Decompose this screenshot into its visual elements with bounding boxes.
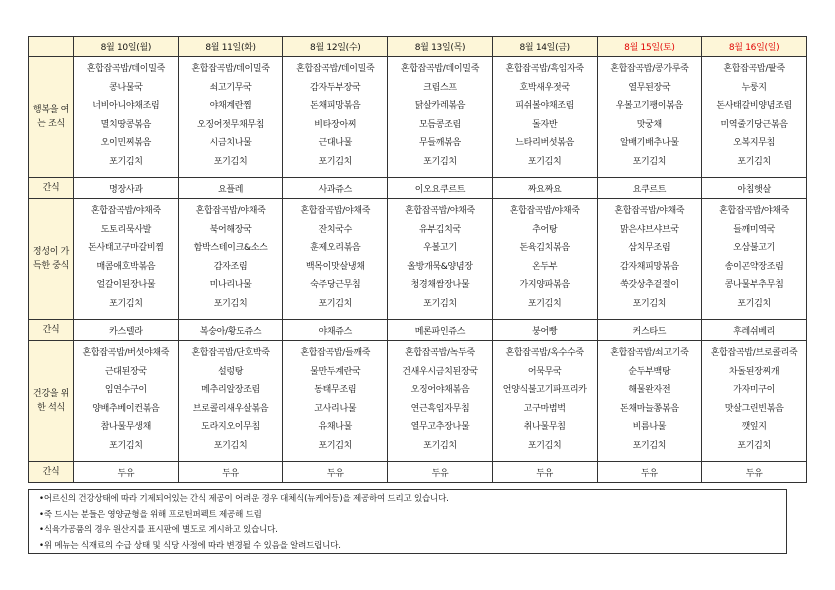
menu-item: 포기김치 [632,298,667,309]
menu-item: 올방개묵&양념장 [407,261,473,272]
menu-item: 혼합잡곡밥/데이밀죽 [86,64,165,74]
menu-item: 포기김치 [213,298,248,309]
menu-item: 포기김치 [318,440,353,451]
breakfast-label: 행복을 여는 조식 [29,57,74,178]
day-header-weekend: 8월 15일(토) [597,37,702,57]
menu-item: 혼합잡곡밥/녹두죽 [405,348,475,358]
menu-item: 오징어젓무채무침 [196,119,265,130]
dinner-label: 건강을 위한 석식 [29,341,74,462]
snack-cell: 두유 [702,462,807,483]
snack-cell: 두유 [597,462,702,483]
menu-item: 알배기배추나물 [619,138,679,148]
menu-item: 혼합잡곡밥/야채죽 [90,206,161,216]
day-header: 8월 13일(목) [388,37,493,57]
menu-item: 브로콜리새우살볶음 [192,403,269,414]
menu-item: 비타장아찌 [314,119,357,130]
menu-item: 취나물무침 [523,422,566,432]
snack-cell: 후레쉬베리 [702,320,807,341]
menu-item: 고구마범벅 [523,403,566,414]
menu-item: 포기김치 [737,298,771,309]
menu-item: 혼합잡곡밥/데이밀죽 [296,64,375,74]
menu-item: 메추리알장조림 [201,385,260,395]
menu-item: 설렁탕 [217,366,244,377]
menu-item: 쑥갓상추겉절이 [619,280,679,290]
menu-item: 물만두계란국 [310,366,361,377]
menu-item: 미역줄기당근볶음 [720,119,788,130]
snack-cell: 짜요짜요 [492,178,597,199]
menu-item: 돌자반 [532,119,558,130]
dinner-day-cell [597,341,702,462]
menu-item: 도라지오이무침 [201,422,260,432]
menu-item: 얼갈이된장나물 [96,280,156,290]
menu-item: 추어탕 [532,224,558,235]
dinner-day-cell [178,341,283,462]
menu-item: 도토리묵사발 [100,224,152,235]
day-header: 8월 12일(수) [283,37,388,57]
menu-item: 북어해장국 [209,224,252,235]
menu-item: 포기김치 [109,156,143,167]
snack-cell: 요쿠르트 [597,178,702,199]
menu-item: 누룽지 [741,82,767,93]
snack-label: 간식 [29,178,74,199]
menu-item: 열무된장국 [628,82,671,93]
menu-item: 돈채마늘쫑볶음 [619,403,679,414]
menu-item: 혼합잡곡밥/콩가루죽 [610,64,689,74]
snack-cell: 두유 [283,462,388,483]
menu-item: 돈육김치볶음 [519,243,570,253]
menu-item: 포기김치 [318,298,353,309]
menu-item: 혼합잡곡밥/옥수수죽 [505,348,584,358]
day-header: 8월 14일(금) [492,37,597,57]
dinner-row [29,341,807,462]
menu-item: 가자미구이 [733,385,776,395]
menu-item: 돈사태고구마갈비찜 [88,243,164,253]
menu-item: 피쉬볼야채조림 [515,101,575,111]
menu-item: 오이민찌볶음 [100,138,152,148]
menu-item: 오삼불고기 [733,243,776,253]
menu-item: 함박스테이크&소스 [193,243,268,253]
breakfast-day-cell [492,57,597,178]
lunch-day-cell [178,199,283,320]
breakfast-day-cell [178,57,283,178]
menu-item: 포기김치 [527,440,562,451]
snack-cell: 두유 [74,462,179,483]
menu-item: 닭살카레볶음 [414,101,466,111]
snack-cell: 요플레 [178,178,283,199]
note-line: •죽 드시는 분들은 영양균형을 위해 프로틴퍼펙트 제공해 드림 [39,509,262,520]
menu-item: 느타리버섯볶음 [515,138,575,148]
note-line: •위 메뉴는 식재료의 수급 상태 및 식당 사정에 따라 변경될 수 있음을 알려드립니다. [39,540,341,551]
menu-item: 감자채피망볶음 [619,261,679,272]
snack-cell: 붕어빵 [492,320,597,341]
menu-item: 돈채피망볶음 [310,101,361,111]
lunch-day-cell [74,199,179,320]
snack-cell: 두유 [388,462,493,483]
dinner-day-cell [702,341,807,462]
menu-item: 혼합잡곡밥/데이밀죽 [191,64,270,74]
menu-item: 혼합잡곡밥/흑임자죽 [505,64,584,74]
snack-cell: 사과쥬스 [283,178,388,199]
menu-item: 포기김치 [737,156,771,167]
notes-box [28,489,787,554]
menu-item: 가지양파볶음 [519,280,570,290]
menu-item: 시금치나물 [209,138,252,148]
menu-item: 건새우시금치된장국 [402,366,478,377]
menu-item: 무들깨볶음 [418,138,461,148]
menu-item: 혼합잡곡밥/야채죽 [719,206,790,216]
dinner-day-cell [283,341,388,462]
menu-item: 호박새우젓국 [519,82,570,93]
dinner-day-cell [388,341,493,462]
menu-item: 혼합잡곡밥/브로콜리죽 [710,348,798,358]
menu-item: 임연수구이 [104,385,147,395]
menu-item: 쇠고기무국 [209,82,252,93]
note-line: •어르신의 건강상태에 따라 기제되어있는 간식 제공이 어려운 경우 대체식(뉴케어등)을 제공하여 드리고 있습니다. [39,494,449,504]
menu-item: 백목이맛살냉채 [305,261,365,272]
day-header: 8월 11일(화) [178,37,283,57]
breakfast-day-cell [597,57,702,178]
menu-item: 언양식불고기파프리카 [502,385,587,395]
snack-label: 간식 [29,462,74,483]
menu-item: 유부김치국 [418,224,461,235]
menu-item: 우볼고기 [423,243,457,253]
snack-cell: 야채쥬스 [283,320,388,341]
snack-cell: 이오요쿠르트 [388,178,493,199]
menu-item: 멸치땅콩볶음 [100,119,152,130]
snack-cell: 명장사과 [74,178,179,199]
lunch-day-cell [597,199,702,320]
menu-item: 순두부백탕 [628,366,671,377]
snack-row-2 [29,320,807,341]
menu-item: 훈제오리볶음 [310,243,361,253]
menu-item: 차돌된장찌개 [728,366,780,377]
snack-row-1 [29,178,807,199]
lunch-day-cell [283,199,388,320]
menu-item: 맑은샤브샤브국 [619,224,679,235]
menu-item: 참나물무생채 [100,422,152,432]
menu-item: 감자두부장국 [310,82,361,93]
menu-item: 청경채쌈장나물 [410,280,470,290]
menu-item: 너비아니야채조림 [92,101,160,111]
menu-item: 매콤애호박볶음 [96,261,156,272]
snack-cell: 두유 [492,462,597,483]
menu-item: 포기김치 [423,298,457,309]
menu-item: 포기김치 [632,440,667,451]
menu-item: 송이곤약장조림 [724,261,784,272]
dinner-day-cell [74,341,179,462]
menu-item: 혼합잡곡밥/야채죽 [509,206,580,216]
menu-item: 포기김치 [213,440,248,451]
breakfast-day-cell [388,57,493,178]
menu-item: 우볼고기팽이볶음 [615,101,683,111]
menu-item: 포기김치 [632,156,667,167]
menu-item: 숙주당근무침 [310,280,361,290]
menu-item: 비름나물 [632,422,667,432]
menu-item: 돈사태갈비양념조림 [716,101,792,111]
menu-item: 포기김치 [109,298,143,309]
lunch-day-cell [702,199,807,320]
snack-cell: 커스타드 [597,320,702,341]
breakfast-day-cell [702,57,807,178]
menu-item: 동태무조림 [314,385,357,395]
menu-item: 포기김치 [109,440,143,451]
lunch-row [29,199,807,320]
menu-item: 오복지무침 [733,138,776,148]
note-line: •식육가공품의 경우 원산지를 표시판에 별도로 게시하고 있습니다. [39,525,278,535]
menu-item: 혼합잡곡밥/단호박죽 [191,348,270,358]
menu-item: 야채계란찜 [209,101,252,111]
menu-item: 맛살그린빈볶음 [724,403,784,414]
snack-label: 간식 [29,320,74,341]
menu-item: 어묵무국 [527,366,562,377]
snack-cell: 카스텔라 [74,320,179,341]
menu-item: 혼합잡곡밥/야채죽 [195,206,266,216]
menu-item: 잔치국수 [318,224,353,235]
menu-item: 포기김치 [737,440,771,451]
menu-item: 삼치무조림 [628,243,671,253]
menu-item: 근대나물 [318,138,353,148]
menu-item: 혼합잡곡밥/버섯야채죽 [82,348,170,358]
menu-item: 혼합잡곡밥/데이밀죽 [400,64,480,74]
dinner-day-cell [492,341,597,462]
menu-item: 포기김치 [423,156,457,167]
menu-item: 미나리나물 [209,280,252,290]
menu-item: 혼합잡곡밥/야채죽 [614,206,685,216]
corner-cell [29,37,74,57]
menu-item: 맛궁채 [636,119,662,130]
menu-item: 포기김치 [213,156,248,167]
day-header-weekend: 8월 16일(일) [702,37,807,57]
menu-item: 해물완자전 [628,385,671,395]
lunch-label: 정성이 가득한 중식 [29,199,74,320]
header-row [29,37,807,57]
menu-item: 크림스프 [423,82,457,93]
menu-item: 포기김치 [318,156,353,167]
menu-item: 근대된장국 [104,366,147,377]
lunch-day-cell [388,199,493,320]
snack-cell: 두유 [178,462,283,483]
menu-item: 포기김치 [527,156,562,167]
menu-item: 혼합잡곡밥/야채죽 [405,206,475,216]
menu-item: 온두부 [532,261,558,272]
menu-item: 열무고추장나물 [410,422,470,432]
menu-item: 혼합잡곡밥/들깨죽 [300,348,371,358]
lunch-day-cell [492,199,597,320]
menu-item: 유채나물 [318,422,353,432]
snack-cell: 아침햇살 [702,178,807,199]
breakfast-row [29,57,807,178]
menu-item: 콩나물국 [109,82,143,93]
menu-item: 모듬콩조림 [418,119,461,130]
snack-cell: 메론파인쥬스 [388,320,493,341]
menu-item: 깻잎지 [741,422,767,432]
menu-item: 콩나물부추무침 [724,280,784,290]
menu-item: 양배추베이컨볶음 [92,403,160,414]
menu-item: 고사리나물 [314,403,357,414]
snack-row-3 [29,462,807,483]
menu-item: 감자조림 [213,261,248,272]
menu-item: 들깨미역국 [733,224,776,235]
breakfast-day-cell [74,57,179,178]
breakfast-day-cell [283,57,388,178]
snack-cell: 복숭아/황도쥬스 [178,320,283,341]
menu-item: 혼합잡곡밥/쇠고기죽 [610,348,689,358]
menu-item: 오징어야채볶음 [410,385,470,395]
menu-item: 혼합잡곡밥/팥죽 [723,64,785,74]
menu-item: 연근흑임자무침 [410,403,470,414]
menu-item: 혼합잡곡밥/야채죽 [300,206,371,216]
menu-item: 포기김치 [527,298,562,309]
day-header: 8월 10일(월) [74,37,179,57]
menu-item: 포기김치 [423,440,457,451]
weekly-menu-table [28,36,807,483]
